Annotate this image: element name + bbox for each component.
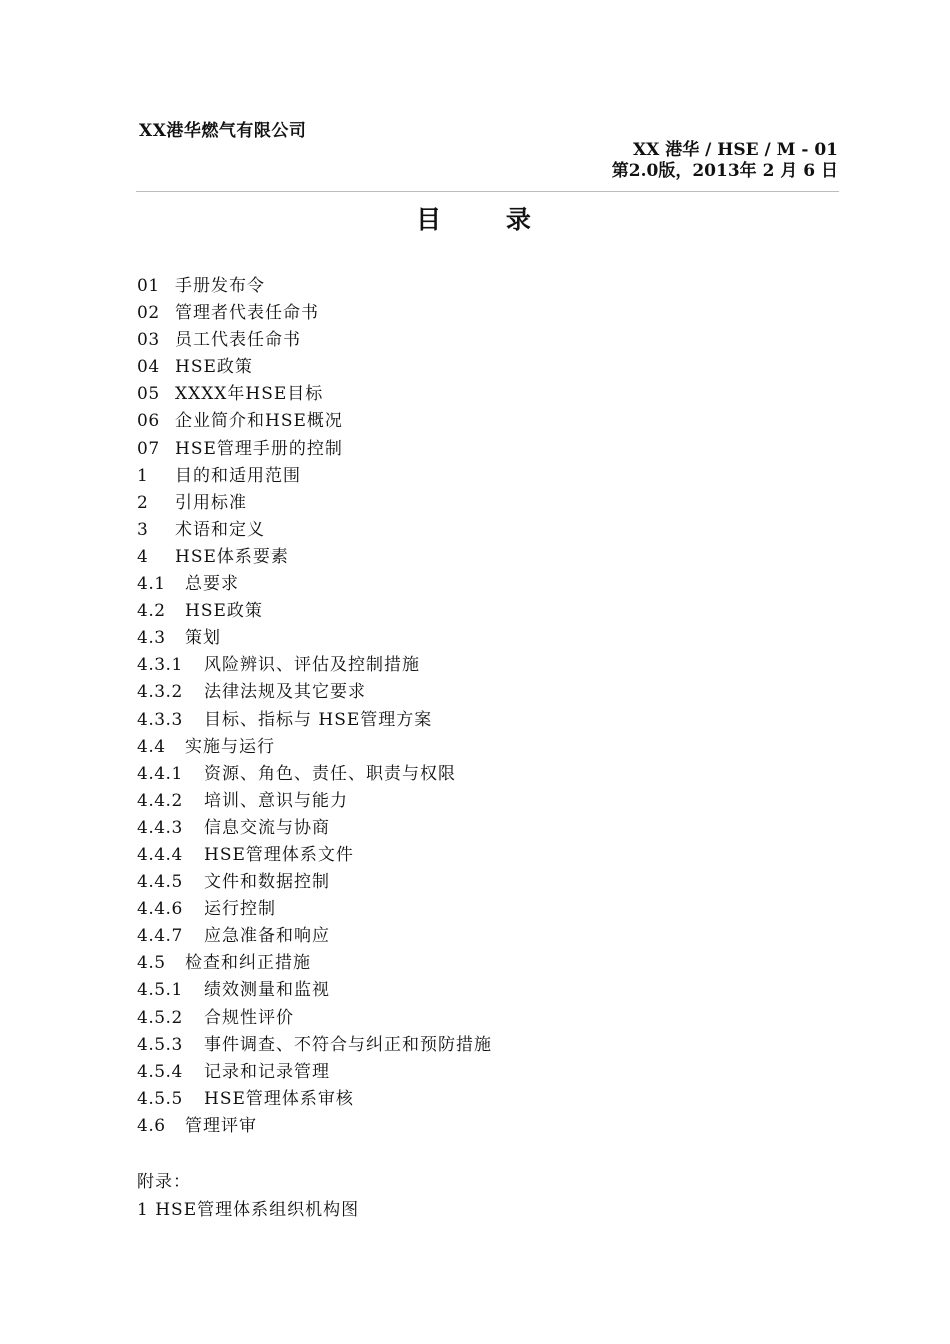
- toc-entry-number: 4.5.4: [137, 1061, 183, 1082]
- toc-entry-label: 应急准备和响应: [204, 926, 330, 947]
- toc-entry[interactable]: [137, 381, 492, 408]
- toc-entry-number: 4.4.1: [137, 763, 183, 784]
- toc-entry-label: 事件调查、不符合与纠正和预防措施: [204, 1034, 492, 1055]
- toc-entry[interactable]: [137, 300, 492, 327]
- table-of-contents: [137, 273, 492, 1140]
- toc-entry[interactable]: [137, 1005, 492, 1032]
- toc-entry-number: 4.4: [137, 736, 166, 757]
- toc-entry[interactable]: [137, 679, 492, 706]
- toc-entry-number: 03: [137, 330, 160, 351]
- document-code: XX 港华 / HSE / M - 01: [632, 140, 838, 160]
- toc-entry[interactable]: [137, 436, 492, 463]
- toc-entry[interactable]: [137, 1086, 492, 1113]
- toc-entry[interactable]: [137, 652, 492, 679]
- toc-entry[interactable]: [137, 571, 492, 598]
- toc-entry-label: 目标、指标与 HSE管理方案: [204, 709, 433, 730]
- toc-entry-number: 2: [137, 492, 149, 513]
- toc-entry-number: 4.4.2: [137, 790, 183, 811]
- toc-entry[interactable]: [137, 842, 492, 869]
- toc-entry[interactable]: [137, 923, 492, 950]
- toc-entry-label: 策划: [185, 628, 221, 649]
- appendix-heading: 附录：: [137, 1172, 191, 1192]
- toc-entry-number: 3: [137, 519, 149, 540]
- toc-entry-label: 企业简介和HSE概况: [175, 411, 343, 432]
- toc-entry-number: 4.4.5: [137, 872, 183, 893]
- toc-entry[interactable]: [137, 598, 492, 625]
- toc-entry-number: 06: [137, 411, 160, 432]
- toc-entry[interactable]: [137, 869, 492, 896]
- toc-entry[interactable]: [137, 1032, 492, 1059]
- toc-entry[interactable]: [137, 707, 492, 734]
- toc-entry[interactable]: [137, 734, 492, 761]
- toc-entry[interactable]: [137, 517, 492, 544]
- toc-entry-number: 4.3.1: [137, 655, 183, 676]
- toc-entry-label: 检查和纠正措施: [185, 953, 311, 974]
- toc-entry-label: 引用标准: [175, 492, 247, 513]
- toc-entry-number: 4.4.4: [137, 844, 183, 865]
- toc-entry[interactable]: [137, 490, 492, 517]
- toc-entry-number: 01: [137, 276, 160, 296]
- toc-entry-label: 手册发布令: [175, 276, 265, 296]
- toc-entry-label: HSE管理体系审核: [204, 1088, 354, 1109]
- toc-entry-number: 4.5.2: [137, 1007, 183, 1028]
- toc-entry-number: 4.5.1: [137, 980, 183, 1001]
- toc-entry-number: 4.3.2: [137, 682, 183, 703]
- toc-entry-label: 文件和数据控制: [204, 872, 330, 893]
- toc-entry-label: HSE体系要素: [175, 546, 289, 567]
- appendix-item: 1 HSE管理体系组织机构图: [137, 1200, 360, 1220]
- toc-entry[interactable]: [137, 788, 492, 815]
- toc-entry-number: 4.3: [137, 628, 166, 649]
- toc-entry[interactable]: [137, 977, 492, 1004]
- toc-entry-number: 4.5: [137, 953, 166, 974]
- toc-entry-label: 总要求: [185, 574, 239, 595]
- page-title: 目 录: [416, 205, 559, 234]
- toc-entry-label: HSE政策: [185, 601, 263, 622]
- toc-entry-label: 员工代表任命书: [175, 330, 301, 351]
- toc-entry-number: 4.3.3: [137, 709, 183, 730]
- toc-entry[interactable]: [137, 1113, 492, 1140]
- toc-entry-label: 管理评审: [185, 1115, 257, 1136]
- toc-entry[interactable]: [137, 273, 492, 300]
- appendix-section: [137, 1168, 359, 1224]
- toc-entry-label: 术语和定义: [175, 519, 265, 540]
- toc-entry-number: 05: [137, 384, 160, 405]
- toc-entry-number: 4.1: [137, 574, 166, 595]
- toc-entry-number: 4: [137, 546, 149, 567]
- toc-entry-label: 信息交流与协商: [204, 817, 330, 838]
- document-info: [612, 140, 838, 182]
- toc-entry-label: HSE管理手册的控制: [175, 438, 343, 459]
- toc-entry-number: 4.2: [137, 601, 166, 622]
- toc-entry-label: 风险辨识、评估及控制措施: [204, 655, 420, 676]
- toc-entry-number: 4.5.3: [137, 1034, 183, 1055]
- toc-entry-number: 07: [137, 438, 160, 459]
- toc-entry-label: XXXX年HSE目标: [175, 384, 324, 405]
- toc-entry-label: 培训、意识与能力: [204, 790, 348, 811]
- toc-entry-label: 目的和适用范围: [175, 465, 301, 486]
- toc-entry-number: 4.4.6: [137, 899, 183, 920]
- toc-entry[interactable]: [137, 463, 492, 490]
- toc-entry-number: 4.5.5: [137, 1088, 183, 1109]
- toc-entry-label: HSE管理体系文件: [204, 844, 354, 865]
- toc-entry[interactable]: [137, 544, 492, 571]
- header-divider: [136, 191, 839, 192]
- toc-entry-label: 管理者代表任命书: [175, 303, 319, 324]
- toc-entry[interactable]: [137, 327, 492, 354]
- company-name: XX港华燃气有限公司: [139, 121, 307, 141]
- toc-entry[interactable]: [137, 625, 492, 652]
- toc-entry-number: 4.6: [137, 1115, 166, 1136]
- toc-entry-label: 资源、角色、责任、职责与权限: [204, 763, 456, 784]
- toc-entry-number: 1: [137, 465, 149, 486]
- toc-entry-number: 04: [137, 357, 160, 378]
- toc-entry-label: 实施与运行: [185, 736, 275, 757]
- document-edition: 第2.0版，2013年 2 月 6 日: [611, 161, 838, 181]
- toc-entry-number: 4.4.3: [137, 817, 183, 838]
- toc-entry-number: 4.4.7: [137, 926, 183, 947]
- toc-entry[interactable]: [137, 408, 492, 435]
- toc-entry-number: 02: [137, 303, 160, 324]
- toc-entry[interactable]: [137, 815, 492, 842]
- toc-entry-label: 法律法规及其它要求: [204, 682, 366, 703]
- toc-entry[interactable]: [137, 1059, 492, 1086]
- toc-entry-label: 合规性评价: [204, 1007, 294, 1028]
- toc-entry[interactable]: [137, 761, 492, 788]
- toc-entry-label: 记录和记录管理: [204, 1061, 330, 1082]
- toc-entry[interactable]: [137, 354, 492, 381]
- toc-entry[interactable]: [137, 896, 492, 923]
- toc-entry-label: 运行控制: [204, 899, 276, 920]
- toc-entry[interactable]: [137, 950, 492, 977]
- toc-entry-label: HSE政策: [175, 357, 253, 378]
- toc-entry-label: 绩效测量和监视: [204, 980, 330, 1001]
